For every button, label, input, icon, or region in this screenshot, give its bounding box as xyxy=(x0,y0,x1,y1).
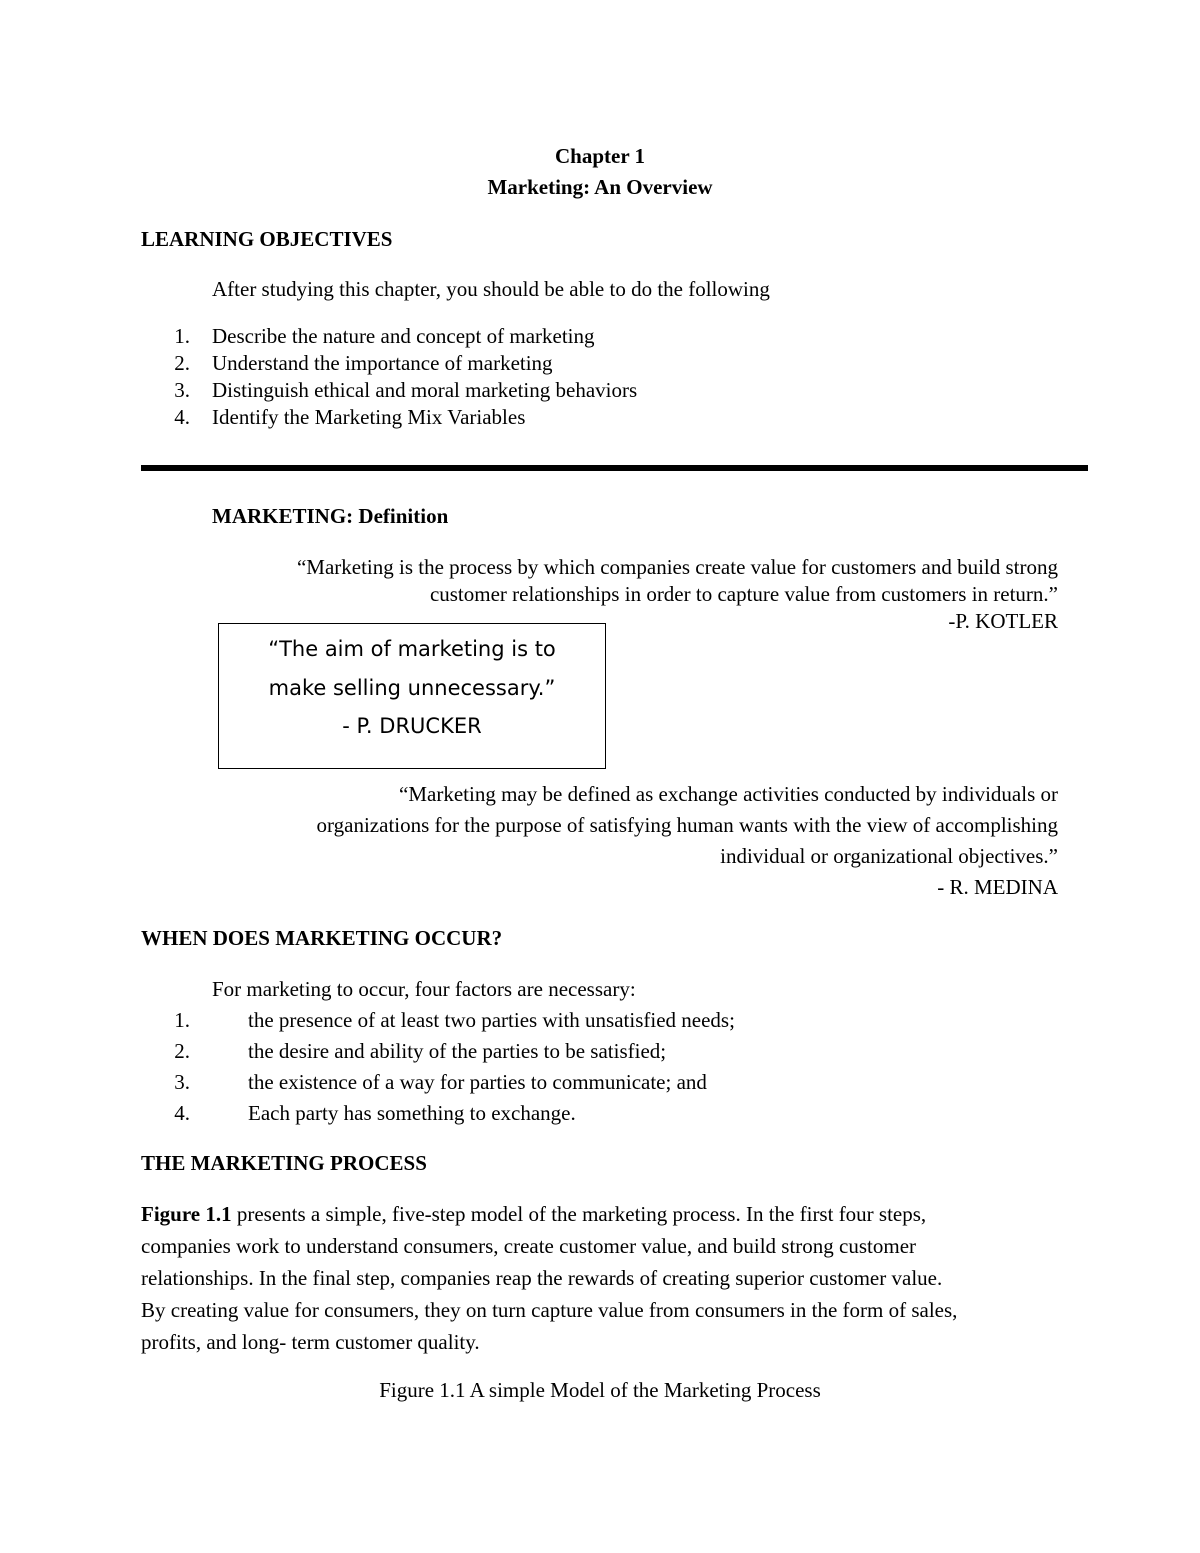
chapter-title: Marketing: An Overview xyxy=(487,175,713,199)
process-paragraph-line xyxy=(141,1201,926,1227)
objective-number: 1. xyxy=(174,324,190,348)
objectives-intro: After studying this chapter, you should be able to do the following xyxy=(212,277,770,301)
figure-caption: Figure 1.1 A simple Model of the Marketing Process xyxy=(379,1378,821,1402)
objective-item: Identify the Marketing Mix Variables xyxy=(212,405,526,429)
drucker-quote-line: make selling unnecessary.” xyxy=(268,676,556,700)
process-paragraph-line: relationships. In the final step, companies reap the rewards of creating superior customer value. xyxy=(141,1266,943,1290)
factor-number: 3. xyxy=(174,1070,190,1094)
kotler-author: -P. KOTLER xyxy=(948,609,1058,633)
factor-item: Each party has something to exchange. xyxy=(248,1101,576,1125)
factor-item: the presence of at least two parties with unsatisfied needs; xyxy=(248,1008,735,1032)
definition-heading xyxy=(212,503,448,529)
factor-item: the existence of a way for parties to communicate; and xyxy=(248,1070,707,1094)
factor-number: 2. xyxy=(174,1039,190,1063)
chapter-number: Chapter 1 xyxy=(554,144,646,168)
objective-number: 2. xyxy=(174,351,190,375)
drucker-author: - P. DRUCKER xyxy=(342,714,482,738)
drucker-quote-box xyxy=(218,623,606,769)
objective-number: 3. xyxy=(174,378,190,402)
definition-heading-bold: MARKETING: xyxy=(212,504,354,528)
drucker-quote-line: “The aim of marketing is to xyxy=(268,637,556,661)
kotler-quote-line: “Marketing is the process by which companies create value for customers and build strong xyxy=(296,555,1058,579)
kotler-quote-line: customer relationships in order to capture value from customers in return.” xyxy=(429,582,1058,606)
objective-item: Describe the nature and concept of marketing xyxy=(212,324,595,348)
process-paragraph-line: By creating value for consumers, they on turn capture value from consumers in the form of sales, xyxy=(141,1298,958,1322)
medina-quote-line: “Marketing may be defined as exchange activities conducted by individuals or xyxy=(399,782,1058,806)
medina-author: - R. MEDINA xyxy=(937,875,1058,899)
figure-reference: Figure 1.1 xyxy=(141,1202,232,1226)
learning-objectives-heading: LEARNING OBJECTIVES xyxy=(141,227,393,251)
medina-quote-line: individual or organizational objectives.” xyxy=(720,844,1058,868)
process-paragraph-line: profits, and long- term customer quality. xyxy=(141,1330,480,1354)
section-divider xyxy=(141,465,1088,471)
objective-number: 4. xyxy=(174,405,190,429)
process-paragraph-line: companies work to understand consumers, create customer value, and build strong customer xyxy=(141,1234,917,1258)
process-line-rest: presents a simple, five-step model of the marketing process. In the first four steps, xyxy=(231,1202,927,1226)
factor-number: 1. xyxy=(174,1008,190,1032)
occur-intro: For marketing to occur, four factors are necessary: xyxy=(212,977,636,1001)
factor-item: the desire and ability of the parties to be satisfied; xyxy=(248,1039,667,1063)
process-heading: THE MARKETING PROCESS xyxy=(141,1151,427,1175)
objective-item: Understand the importance of marketing xyxy=(212,351,553,375)
factor-number: 4. xyxy=(174,1101,190,1125)
medina-quote-line: organizations for the purpose of satisfying human wants with the view of accomplishing xyxy=(316,813,1058,837)
definition-heading-rest: Definition xyxy=(353,504,449,528)
occur-heading: WHEN DOES MARKETING OCCUR? xyxy=(141,926,503,950)
objective-item: Distinguish ethical and moral marketing behaviors xyxy=(212,378,638,402)
